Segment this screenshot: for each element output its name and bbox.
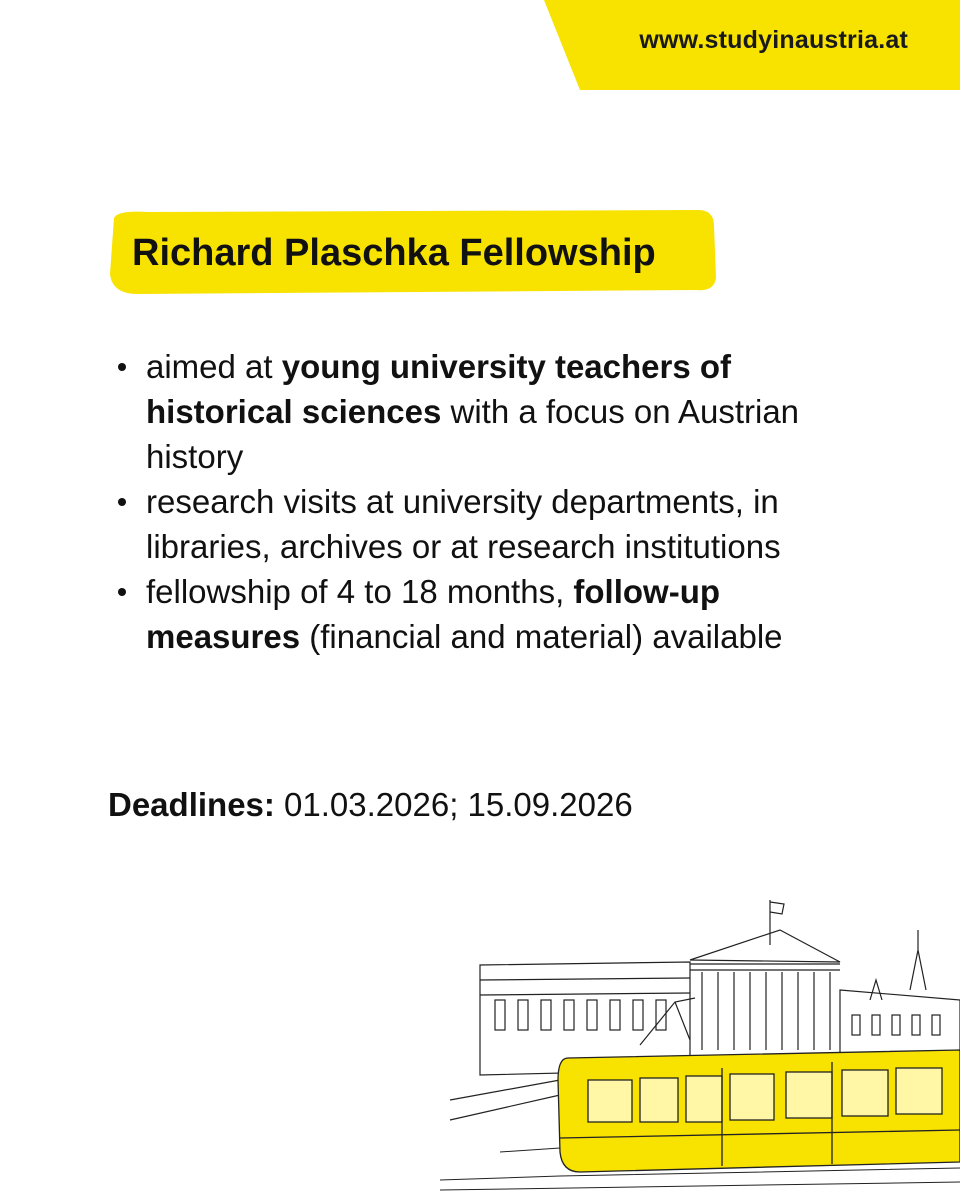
page-title: Richard Plaschka Fellowship [132, 232, 656, 274]
bullet-text: aimed at young university teachers of historical sciences with a focus on Austrian history [146, 348, 800, 475]
bullet-dot [118, 363, 126, 371]
tram [558, 1050, 960, 1172]
title-highlight [108, 208, 718, 294]
bullet-list [110, 344, 870, 659]
bullet-item [110, 569, 870, 659]
bullet-item [110, 479, 870, 569]
website-link[interactable]: www.studyinaustria.at [639, 26, 908, 54]
url-banner [0, 0, 960, 90]
deadlines [108, 782, 633, 827]
deadlines-value: 01.03.2026; 15.09.2026 [274, 786, 633, 823]
bullet-text: fellowship of 4 to 18 months, follow-up measures (financial and material) available [146, 573, 783, 655]
bullet-dot [118, 498, 126, 506]
bullet-item [110, 344, 870, 479]
deadlines-label: Deadlines: [108, 786, 275, 823]
bullet-text: research visits at university departments, in libraries, archives or at research institutions [146, 483, 781, 565]
bullet-dot [118, 588, 126, 596]
parliament-tram-illustration [440, 890, 960, 1200]
